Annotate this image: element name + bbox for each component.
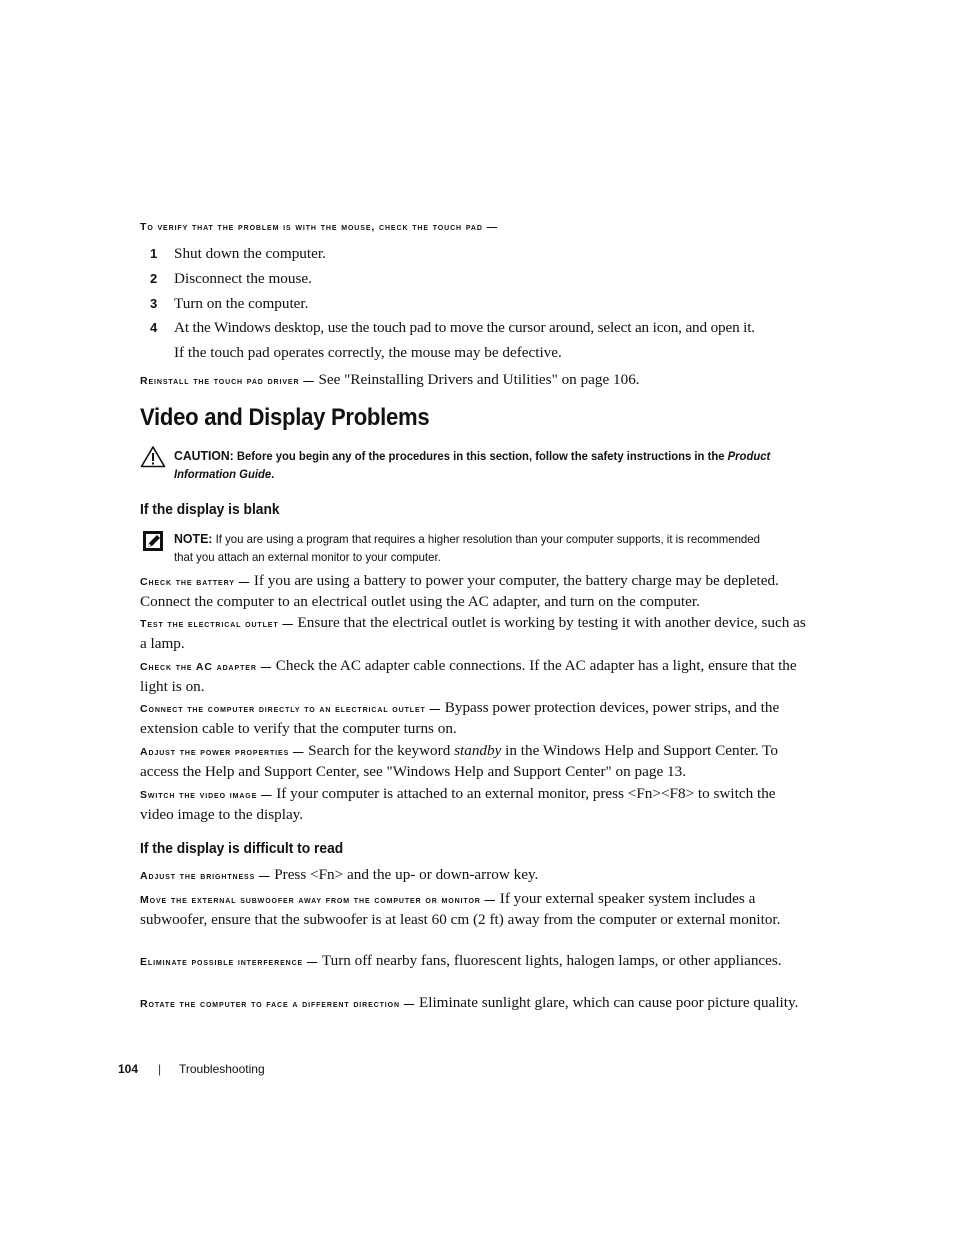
note-notice [174, 530, 782, 566]
step-number: 4 [150, 320, 158, 335]
paragraph-text: Turn off nearby fans, fluorescent lights, halogen lamps, or other appliances. [321, 952, 782, 969]
eliminate-interference-paragraph [140, 951, 810, 972]
paragraph-text: If you are using a battery to power your computer, the battery charge may be depleted. Connect the computer to an electrical outlet using the AC adapter, and turn on the computer. [140, 572, 779, 610]
step-number: 2 [150, 271, 158, 286]
footer-section-name: Troubleshooting [179, 1062, 265, 1076]
caution-label: CAUTION: [174, 448, 234, 463]
paragraph-text: Check the AC adapter cable connections. If the AC adapter has a light, ensure that the light is on. [140, 657, 797, 695]
paragraph-text: Search for the keyword [308, 742, 451, 759]
note-label: NOTE: [174, 531, 213, 546]
step-text: Turn on the computer. [174, 295, 309, 312]
step-number: 1 [150, 246, 158, 261]
warning-triangle-icon [140, 445, 166, 473]
paragraph-text: If your external speaker system includes a subwoofer, ensure that the subwoofer is at least 60 cm (2 ft) away from the computer or external monitor. [140, 890, 781, 928]
section-title: Video and Display Problems [140, 404, 430, 431]
caution-notice [174, 447, 813, 483]
adjust-brightness-paragraph [140, 865, 810, 886]
keyword-standby: standby [454, 742, 502, 759]
paragraph-lead: Switch the video image — [140, 789, 273, 801]
footer-separator: | [158, 1062, 162, 1076]
page-number: 104 [118, 1062, 139, 1076]
check-ac-adapter-paragraph [140, 656, 810, 696]
reinstall-driver-paragraph [140, 370, 810, 391]
check-battery-paragraph [140, 571, 810, 611]
step-text: Disconnect the mouse. [174, 270, 312, 287]
paragraph-text: in the Windows Help and Support Center. To access the Help and Support Center, see "Windows Help and Support Center" on page 13. [140, 742, 778, 780]
reinstall-driver-text: See "Reinstalling Drivers and Utilities" on page 106. [318, 371, 640, 388]
rotate-computer-paragraph [140, 993, 810, 1014]
paragraph-lead: Connect the computer directly to an electrical outlet — [140, 703, 441, 715]
difficult-display-heading: If the display is difficult to read [140, 840, 344, 857]
step-followup: If the touch pad operates correctly, the mouse may be defective. [174, 344, 562, 361]
caution-end: . [271, 467, 275, 481]
mouse-check-heading: To verify that the problem is with the mouse, check the touch pad — [140, 221, 498, 233]
move-subwoofer-paragraph [140, 889, 810, 929]
caution-text: Before you begin any of the procedures in this section, follow the safety instructions in the [236, 449, 725, 463]
switch-video-paragraph [140, 784, 810, 824]
paragraph-lead: Move the external subwoofer away from the computer or monitor — [140, 894, 496, 906]
paragraph-text: If your computer is attached to an external monitor, press <Fn><F8> to switch the video image to the display. [140, 785, 776, 823]
paragraph-lead: Check the AC adapter — [140, 661, 272, 673]
paragraph-text: Bypass power protection devices, power strips, and the extension cable to verify that the computer turns on. [140, 699, 780, 737]
step-text: At the Windows desktop, use the touch pad to move the cursor around, select an icon, and open it. [174, 319, 755, 336]
connect-outlet-paragraph [140, 698, 810, 738]
paragraph-text: Eliminate sunlight glare, which can cause poor picture quality. [418, 994, 799, 1011]
paragraph-lead: Adjust the power properties — [140, 746, 305, 758]
caution-guide-name: Product Information Guide [174, 449, 771, 481]
step-number: 3 [150, 296, 158, 311]
test-outlet-paragraph [140, 613, 810, 653]
paragraph-text: Press <Fn> and the up- or down-arrow key. [274, 866, 539, 883]
paragraph-lead: Check the battery — [140, 576, 251, 588]
power-properties-paragraph [140, 741, 810, 781]
paragraph-lead: Adjust the brightness — [140, 870, 271, 882]
blank-display-heading: If the display is blank [140, 501, 280, 518]
paragraph-text: Ensure that the electrical outlet is working by testing it with another device, such as a lamp. [140, 614, 806, 652]
note-text: If you are using a program that requires a higher resolution than your computer supports, it is recommended that you attach an external monitor to your computer. [174, 532, 760, 564]
paragraph-lead: Eliminate possible interference — [140, 956, 319, 968]
reinstall-driver-lead: Reinstall the touch pad driver — [140, 375, 315, 387]
step-text: Shut down the computer. [174, 245, 326, 262]
paragraph-lead: Rotate the computer to face a different direction — [140, 998, 416, 1010]
paragraph-lead: Test the electrical outlet — [140, 618, 294, 630]
note-pencil-icon [142, 530, 164, 557]
